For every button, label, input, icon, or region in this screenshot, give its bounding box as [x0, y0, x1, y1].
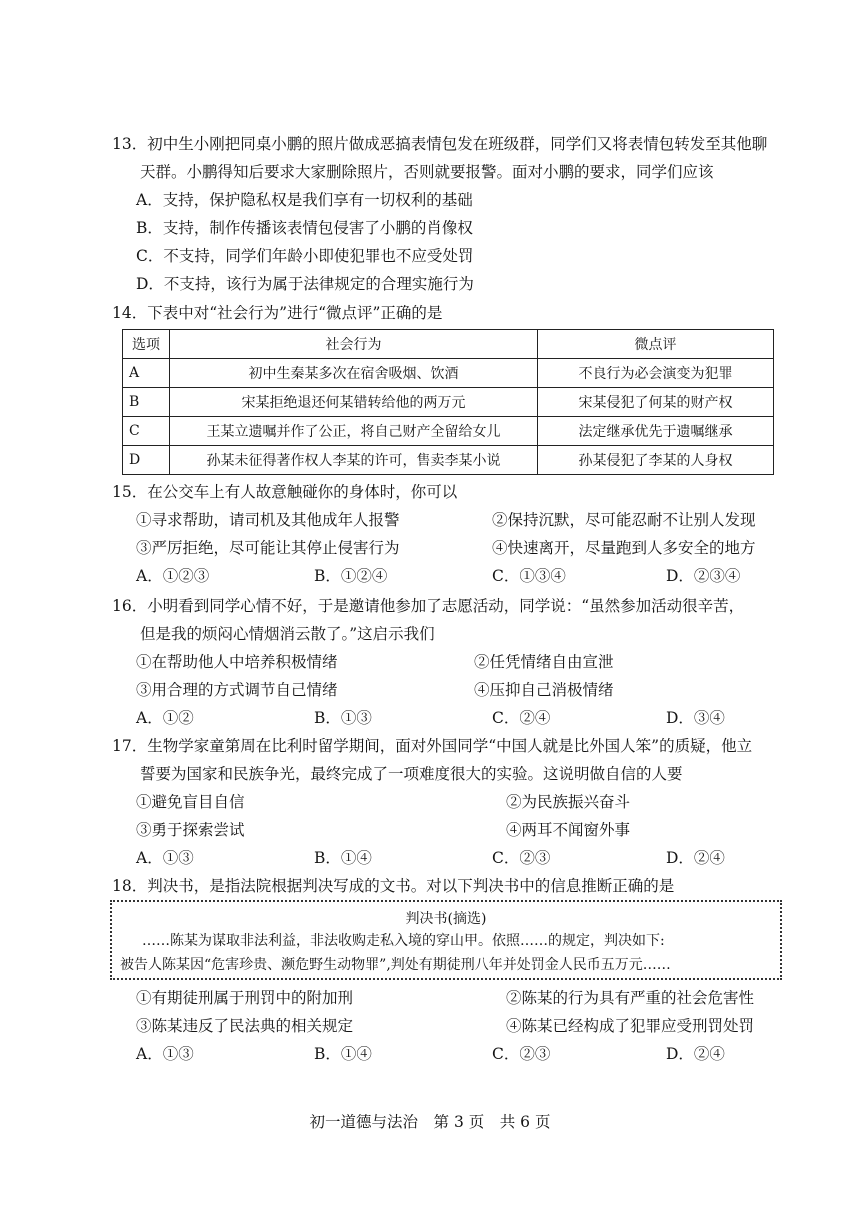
q14-table [122, 329, 774, 475]
q15-stem: 15．在公交车上有人故意触碰你的身体时，你可以 [112, 483, 458, 501]
q13-option-a: A．支持，保护隐私权是我们享有一切权利的基础 [136, 191, 473, 209]
q15-choice-b: B．①②④ [314, 567, 388, 585]
q17-item-1: ①避免盲目自信 [136, 793, 245, 811]
table-row [123, 388, 774, 417]
q18-stem: 18．判决书，是指法院根据判决写成的文书。对以下判决书中的信息推断正确的是 [112, 877, 675, 895]
table-cell: 宋某侵犯了何某的财产权 [538, 388, 774, 417]
q17-stem-line2: 誓要为国家和民族争光，最终完成了一项难度很大的实验。这说明做自信的人要 [140, 765, 683, 783]
table-header-row [123, 330, 774, 359]
table-row [123, 417, 774, 446]
table-cell: C [123, 417, 170, 446]
table-cell: 不良行为必会演变为犯罪 [538, 359, 774, 388]
q13-stem-line1: 13．初中生小刚把同桌小鹏的照片做成恶搞表情包发在班级群，同学们又将表情包转发至其他聊 [112, 135, 768, 153]
table-cell: B [123, 388, 170, 417]
q16-item-4: ④压抑自己消极情绪 [474, 681, 614, 699]
table-row [123, 446, 774, 475]
q15-choice-d: D．②③④ [666, 567, 741, 585]
q15-item-3: ③严厉拒绝，尽可能让其停止侵害行为 [136, 539, 400, 557]
table-cell: 法定继承优先于遗嘱继承 [538, 417, 774, 446]
table-cell: 初中生秦某多次在宿舍吸烟、饮酒 [170, 359, 538, 388]
page-footer: 初一道德与法治 第 3 页 共 6 页 [309, 1113, 551, 1131]
q15-item-2: ②保持沉默，尽可能忍耐不让别人发现 [492, 511, 756, 529]
table-cell: 王某立遗嘱并作了公正，将自己财产全留给女儿 [170, 417, 538, 446]
q15-item-4: ④快速离开，尽量跑到人多安全的地方 [492, 539, 756, 557]
q17-choice-b: B．①④ [314, 849, 372, 867]
q15-choice-a: A．①②③ [136, 567, 210, 585]
q16-item-3: ③用合理的方式调节自己情绪 [136, 681, 338, 699]
q18-item-3: ③陈某违反了民法典的相关规定 [136, 1017, 354, 1035]
table-cell: 孙某侵犯了李某的人身权 [538, 446, 774, 475]
verdict-excerpt-box [110, 900, 782, 980]
q18-item-2: ②陈某的行为具有严重的社会危害性 [506, 989, 755, 1007]
table-cell: D [123, 446, 170, 475]
q17-stem-line1: 17．生物学家童第周在比利时留学期间，面对外国同学“中国人就是比外国人笨”的质疑，他立 [112, 737, 753, 755]
q14-stem: 14．下表中对“社会行为”进行“微点评”正确的是 [112, 304, 443, 322]
q18-item-1: ①有期徒刑属于刑罚中的附加刑 [136, 989, 354, 1007]
q18-choice-d: D．②④ [666, 1045, 725, 1063]
q16-stem-line2: 但是我的烦闷心情烟消云散了。”这启示我们 [140, 625, 435, 643]
q17-item-2: ②为民族振兴奋斗 [506, 793, 631, 811]
q17-choice-a: A．①③ [136, 849, 194, 867]
verdict-title: 判决书(摘选) [405, 911, 487, 927]
table-header-cell: 微点评 [538, 330, 774, 359]
q18-item-4: ④陈某已经构成了犯罪应受刑罚处罚 [506, 1017, 755, 1035]
verdict-line-2: 被告人陈某因“危害珍贵、濒危野生动物罪”,判处有期徒刑八年并处罚金人民币五万元…… [120, 957, 671, 973]
q15-item-1: ①寻求帮助，请司机及其他成年人报警 [136, 511, 400, 529]
table-cell: 宋某拒绝退还何某错转给他的两万元 [170, 388, 538, 417]
q16-choice-d: D．③④ [666, 709, 725, 727]
table-header-cell: 社会行为 [170, 330, 538, 359]
q16-item-1: ①在帮助他人中培养积极情绪 [136, 653, 338, 671]
q16-choice-c: C．②④ [492, 709, 551, 727]
q16-item-2: ②任凭情绪自由宣泄 [474, 653, 614, 671]
q13-stem-line2: 天群。小鹏得知后要求大家删除照片，否则就要报警。面对小鹏的要求，同学们应该 [140, 163, 714, 181]
q13-option-d: D．不支持，该行为属于法律规定的合理实施行为 [136, 275, 474, 293]
q16-choice-b: B．①③ [314, 709, 372, 727]
q16-stem-line1: 16．小明看到同学心情不好，于是邀请他参加了志愿活动，同学说：“虽然参加活动很辛苦， [112, 597, 745, 615]
q13-option-b: B．支持，制作传播该表情包侵害了小鹏的肖像权 [136, 219, 473, 237]
table-header-cell: 选项 [123, 330, 170, 359]
q18-choice-c: C．②③ [492, 1045, 551, 1063]
q17-choice-c: C．②③ [492, 849, 551, 867]
q17-item-4: ④两耳不闻窗外事 [506, 821, 631, 839]
table-cell: A [123, 359, 170, 388]
q15-choice-c: C．①③④ [492, 567, 566, 585]
q16-choice-a: A．①② [136, 709, 194, 727]
q17-item-3: ③勇于探索尝试 [136, 821, 245, 839]
q18-choice-b: B．①④ [314, 1045, 372, 1063]
q17-choice-d: D．②④ [666, 849, 725, 867]
q18-choice-a: A．①③ [136, 1045, 194, 1063]
q13-option-c: C．不支持，同学们年龄小即使犯罪也不应受处罚 [136, 247, 474, 265]
verdict-line-1: ……陈某为谋取非法利益，非法收购走私入境的穿山甲。依照……的规定，判决如下: [142, 933, 665, 949]
table-cell: 孙某未征得著作权人李某的许可，售卖李某小说 [170, 446, 538, 475]
table-row [123, 359, 774, 388]
